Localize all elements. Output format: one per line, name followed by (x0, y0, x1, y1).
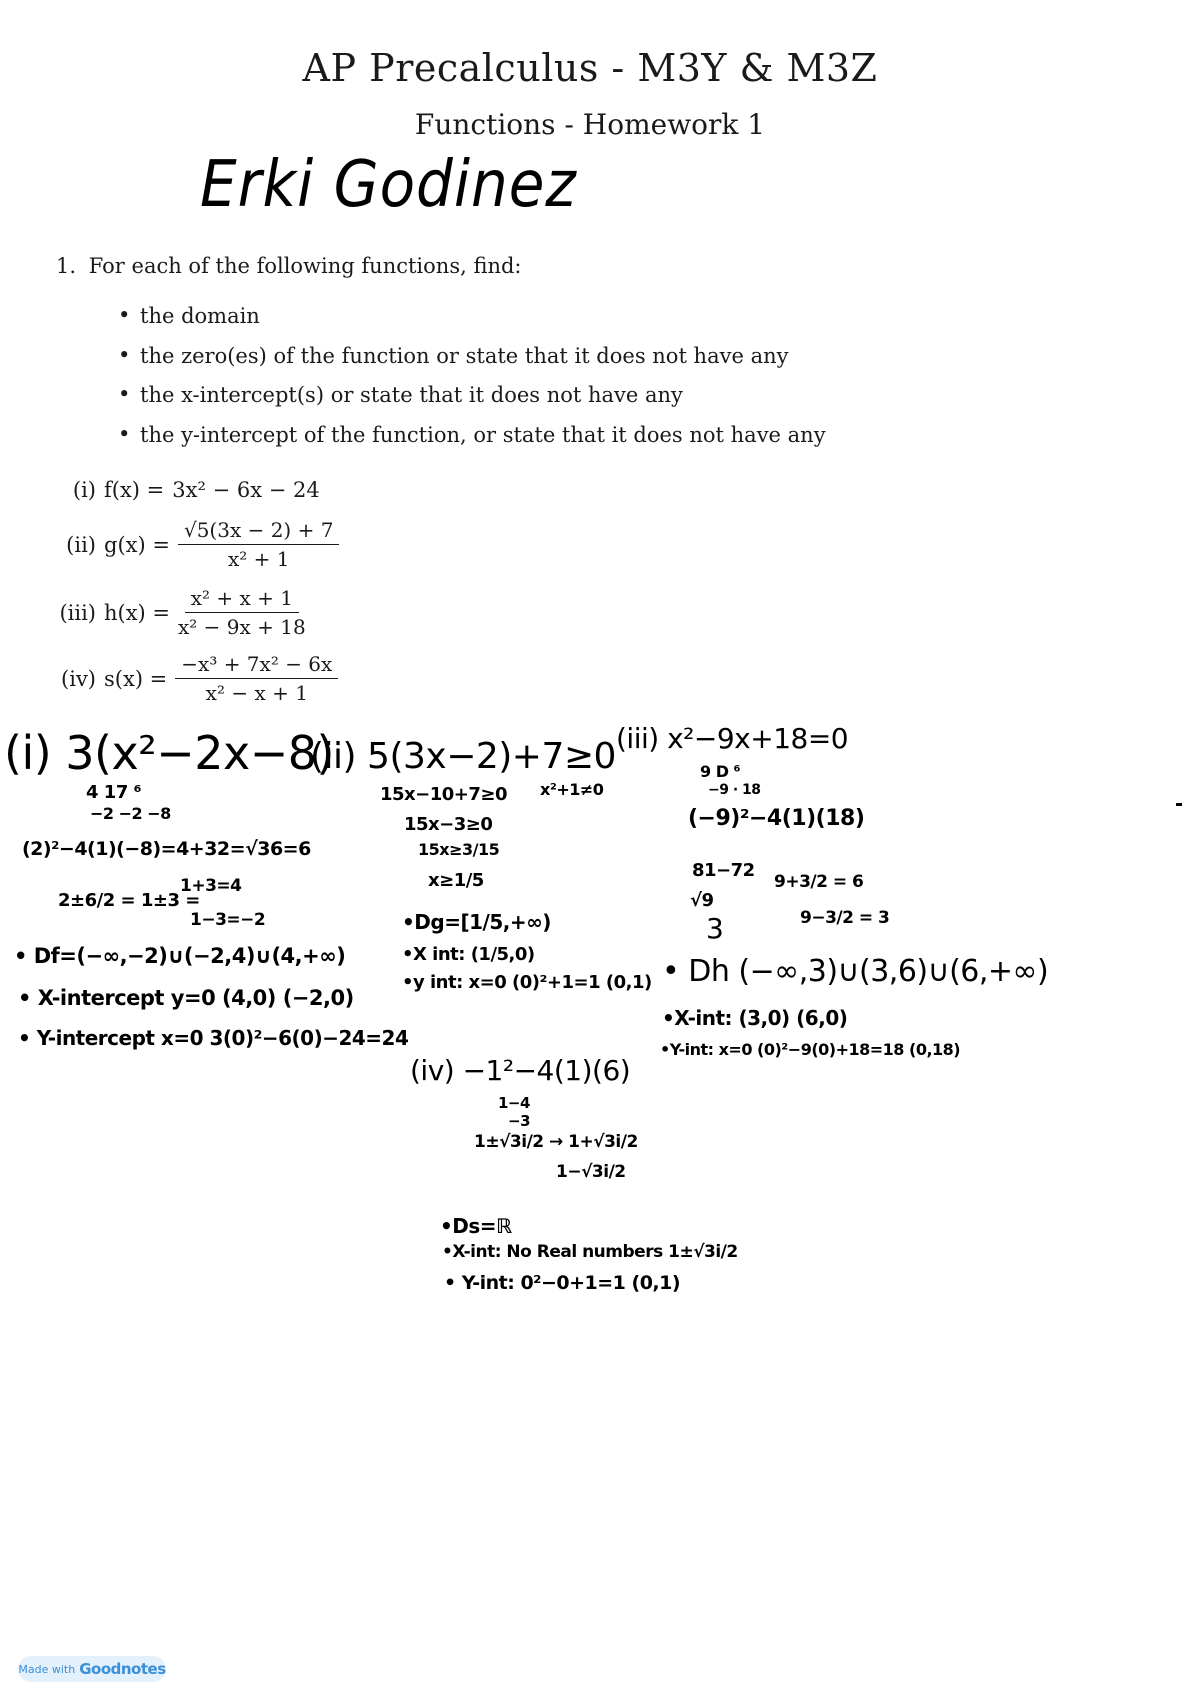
numerator: √5(3x − 2) + 7 (178, 518, 339, 545)
requirement-item: • the zero(es) of the function or state that it does not have any (118, 344, 826, 384)
work-line: −2 −2 −8 (90, 804, 171, 823)
work-line: 1+3=4 (180, 876, 242, 896)
work-line: 81−72 (692, 860, 755, 881)
work-line: 1−√3i/2 (556, 1162, 626, 1182)
work-line: (iv) −1²−4(1)(6) (410, 1054, 631, 1087)
page-title: AP Precalculus - M3Y & M3Z (302, 46, 878, 90)
work-line: 9+3/2 = 6 (774, 872, 864, 892)
work-line: •y int: x=0 (0)²+1=1 (0,1) (402, 972, 652, 993)
requirement-item: • the y-intercept of the function, or state that it does not have any (118, 423, 826, 463)
work-line: 1−3=−2 (190, 910, 266, 930)
work-line: (iii) x²−9x+18=0 (616, 722, 849, 755)
function-ii (48, 518, 339, 571)
work-line: • X-intercept y=0 (4,0) (−2,0) (18, 986, 354, 1010)
work-line: 15x−10+7≥0 (380, 784, 508, 805)
work-line: 15x−3≥0 (404, 814, 493, 835)
student-name: Erki Godinez (200, 146, 577, 222)
fraction (178, 586, 306, 639)
work-line: •Dg=[1/5,+∞) (402, 910, 551, 934)
work-line: • Dh (−∞,3)∪(3,6)∪(6,+∞) (662, 954, 1049, 989)
work-line: 1±√3i/2 → 1+√3i/2 (474, 1132, 638, 1152)
function-i (48, 478, 320, 502)
function-expression: 3x² − 6x − 24 (172, 478, 320, 502)
numerator: x² + x + 1 (185, 586, 299, 613)
badge-prefix: Made with (18, 1662, 76, 1676)
work-line: (−9)²−4(1)(18) (688, 806, 865, 831)
function-label: (iii) (59, 600, 96, 625)
work-line: −9 · 18 (708, 782, 761, 798)
question-number: 1. (56, 254, 77, 278)
fraction (175, 652, 338, 705)
work-line: (2)²−4(1)(−8)=4+32=√36=6 (22, 838, 311, 860)
work-line: • Y-intercept x=0 3(0)²−6(0)−24=24 (18, 1026, 409, 1050)
denominator: x² − x + 1 (205, 681, 308, 705)
stray-mark (1176, 803, 1182, 806)
work-line: • Y-int: 0²−0+1=1 (0,1) (444, 1272, 681, 1294)
function-lhs: h(x) = (104, 600, 171, 625)
work-line: •X-int: No Real numbers 1±√3i/2 (442, 1242, 738, 1262)
question-prompt (56, 254, 522, 278)
work-line: •X-int: (3,0) (6,0) (662, 1006, 848, 1030)
badge-brand: Goodnotes (79, 1660, 166, 1678)
work-line: −3 (508, 1112, 531, 1130)
work-line: 9 D ⁶ (700, 762, 741, 781)
function-label: (iv) (61, 666, 96, 691)
work-line: 9−3/2 = 3 (800, 908, 890, 928)
work-line: 1−4 (498, 1094, 530, 1112)
function-label: (ii) (66, 532, 96, 557)
work-line: •Ds=ℝ (440, 1214, 512, 1238)
function-label: (i) (72, 478, 96, 502)
work-line: • Df=(−∞,−2)∪(−2,4)∪(4,+∞) (14, 944, 346, 968)
requirement-item: • the domain (118, 304, 826, 344)
work-line: 15x≥3/15 (418, 840, 500, 859)
work-line: •Y-int: x=0 (0)²−9(0)+18=18 (0,18) (660, 1040, 961, 1059)
requirements-list (118, 304, 826, 462)
numerator: −x³ + 7x² − 6x (175, 652, 338, 679)
page-subtitle: Functions - Homework 1 (414, 108, 766, 141)
function-iii (48, 586, 306, 639)
function-lhs: f(x) = (104, 478, 165, 502)
work-line: •X int: (1/5,0) (402, 944, 535, 965)
work-line: 3 (706, 912, 724, 945)
goodnotes-badge (18, 1656, 166, 1682)
work-line: x²+1≠0 (540, 780, 604, 799)
denominator: x² + 1 (227, 547, 290, 571)
question-text: For each of the following functions, find: (88, 254, 522, 278)
denominator: x² − 9x + 18 (178, 615, 306, 639)
work-line: (ii) 5(3x−2)+7≥0 (310, 736, 616, 777)
function-iv (48, 652, 338, 705)
fraction (178, 518, 339, 571)
function-lhs: g(x) = (104, 532, 170, 557)
work-line: 2±6/2 = 1±3 = (58, 890, 200, 911)
work-line: x≥1/5 (428, 870, 484, 891)
work-line: 4 17 ⁶ (86, 782, 141, 803)
work-line: √9 (690, 890, 714, 911)
requirement-item: • the x-intercept(s) or state that it does not have any (118, 383, 826, 423)
function-lhs: s(x) = (104, 666, 168, 691)
work-line: (i) 3(x²−2x−8) (4, 726, 334, 780)
